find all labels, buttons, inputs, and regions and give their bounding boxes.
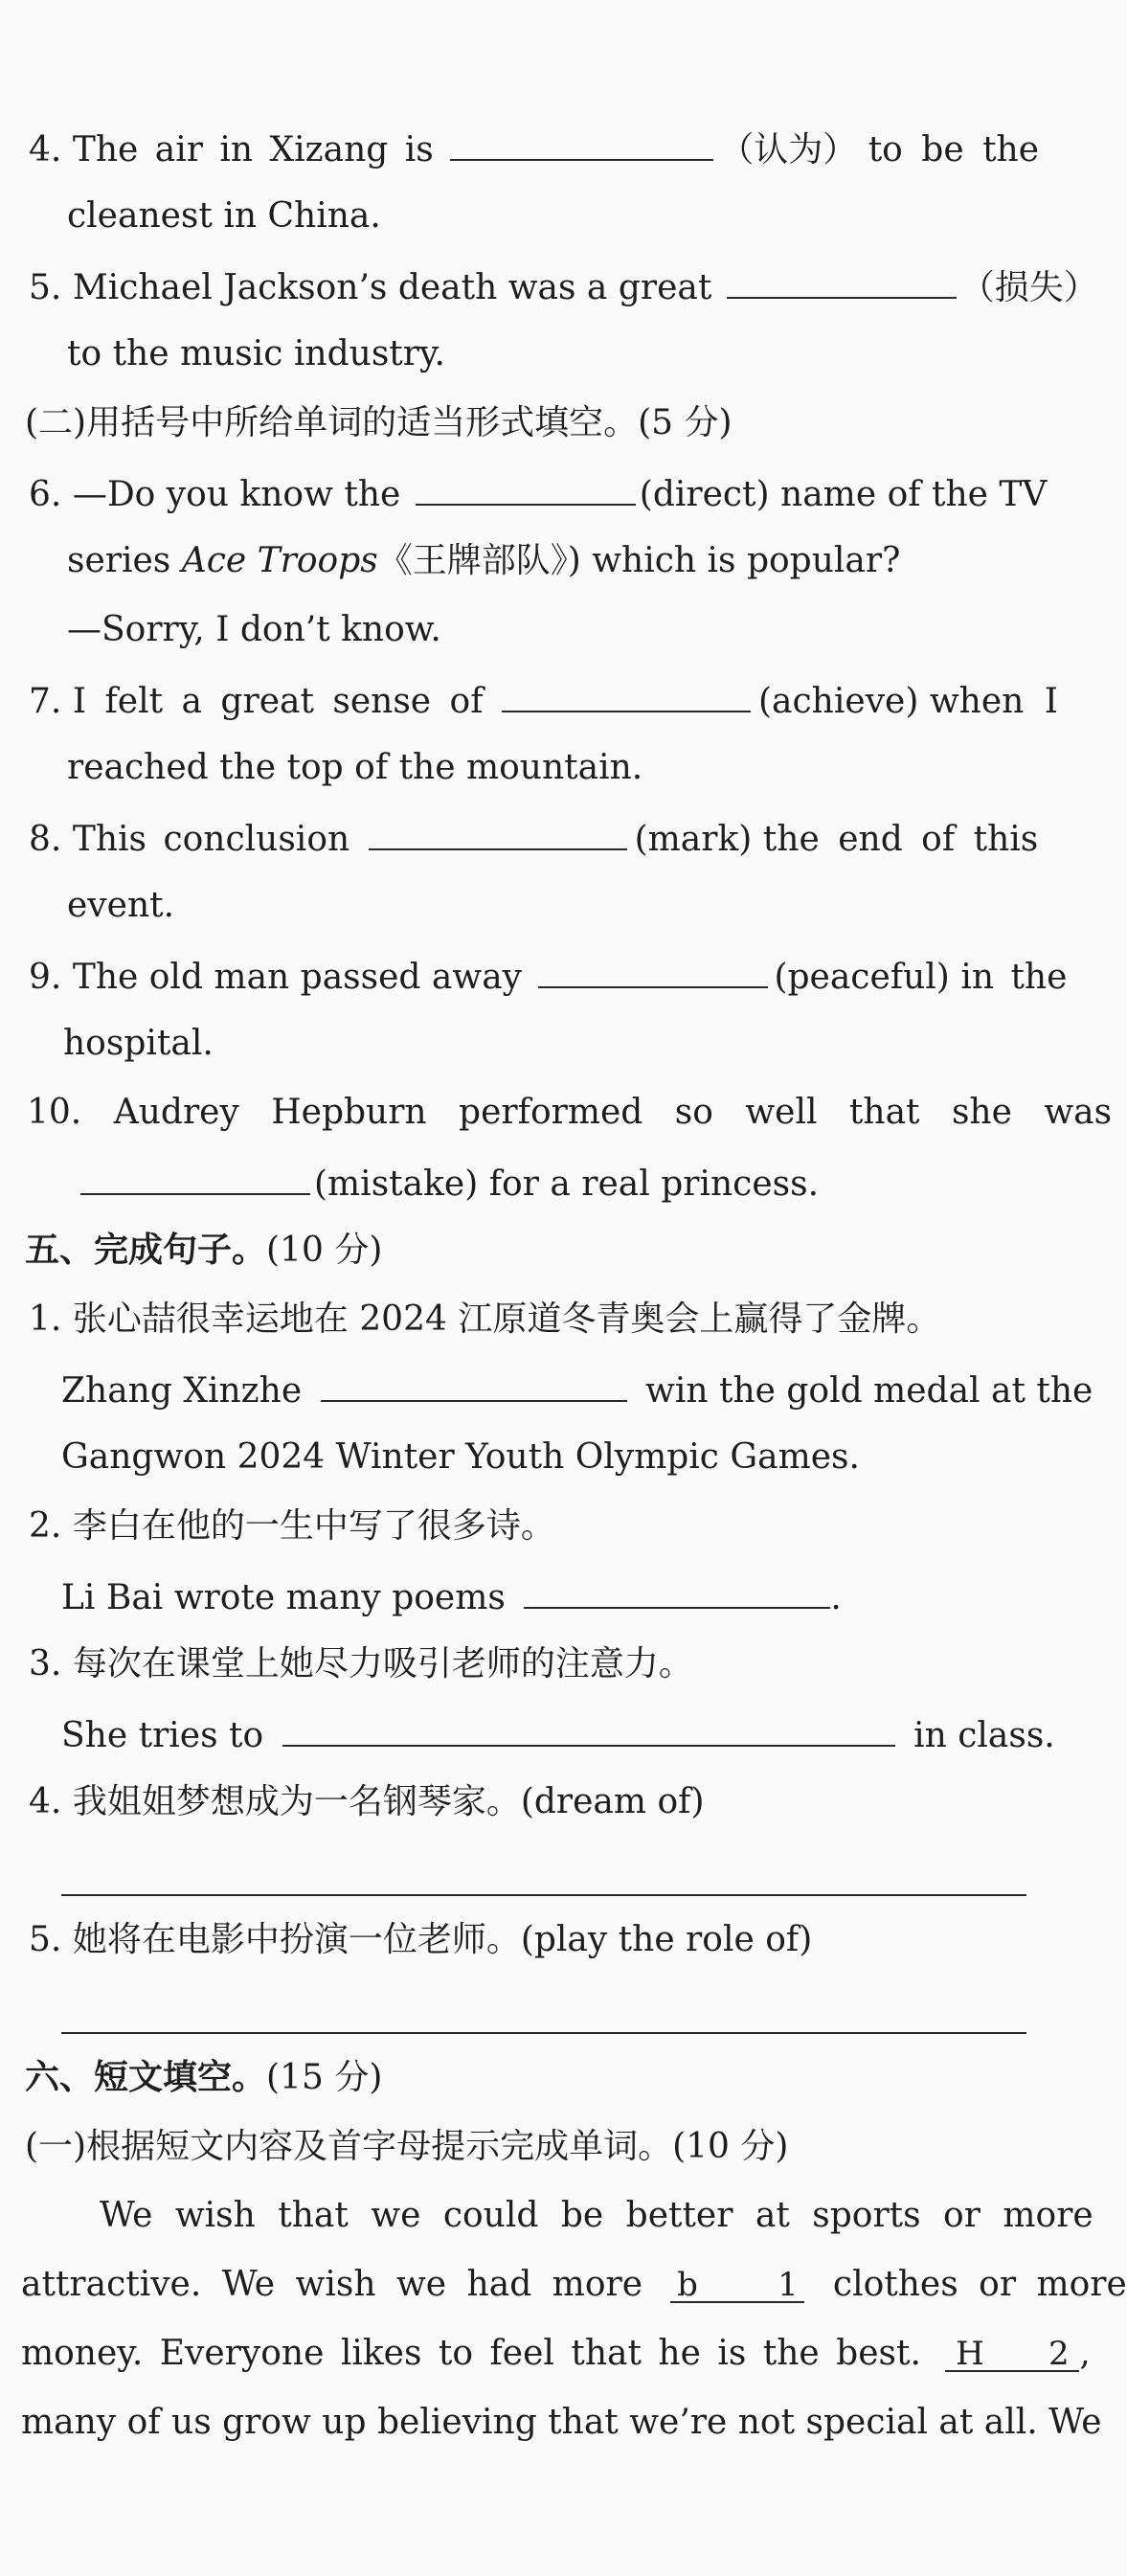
section-2-title: (二)用括号中所给单词的适当形式填空。(5 分)	[25, 403, 733, 442]
q8-number: 8.	[29, 820, 62, 859]
s5-answer-line[interactable]	[61, 2032, 1026, 2034]
s1-en-line2: Gangwon 2024 Winter Youth Olympic Games.	[61, 1437, 860, 1477]
section-6-title	[25, 2057, 382, 2099]
s1-chinese: 张心喆很幸运地在 2024 江原道冬青奥会上赢得了金牌。	[72, 1299, 941, 1339]
q5-blank[interactable]	[727, 264, 957, 299]
s3-chinese: 每次在课堂上她尽力吸引老师的注意力。	[72, 1644, 693, 1683]
passage-blank-2[interactable]: H 2	[945, 2338, 1079, 2372]
section-5-score: (10 分)	[266, 1231, 383, 1270]
q4-number: 4.	[29, 130, 62, 169]
s3-en	[61, 1712, 1055, 1754]
s4-number: 4.	[29, 1782, 62, 1821]
s2-number: 2.	[29, 1506, 62, 1546]
s5-chinese: 她将在电影中扮演一位老师。(play the role of)	[72, 1920, 813, 1959]
s1-blank[interactable]	[321, 1367, 627, 1402]
q6-blank[interactable]	[416, 471, 636, 506]
section-6-1-title: (一)根据短文内容及首字母提示完成单词。(10 分)	[25, 2127, 789, 2166]
q10-blank[interactable]	[80, 1161, 310, 1195]
q6-line1	[29, 471, 1047, 513]
q7-text-b: when I	[929, 682, 1058, 721]
q4-line1	[29, 126, 1040, 169]
s2-blank[interactable]	[524, 1574, 830, 1609]
q9-text-b: in the	[960, 958, 1068, 997]
s4-chinese: 我姐姐梦想成为一名钢琴家。(dream of)	[72, 1782, 705, 1821]
q7-blank[interactable]	[502, 678, 751, 712]
q5-line2: to the music industry.	[67, 334, 445, 373]
q6-text-b: name of the TV	[780, 475, 1048, 514]
q9-line1	[29, 954, 1067, 996]
q10-text-c: for a real princess.	[488, 1164, 820, 1204]
q4-text-a: The air in Xizang is	[72, 130, 434, 169]
s1-en-line1	[61, 1367, 1093, 1410]
q6-title-zh: 《王牌部队》) which is popular?	[377, 541, 901, 580]
s5-zh	[29, 1919, 812, 1961]
passage-text-3a: money. Everyone likes to feel that he is the best.	[21, 2334, 921, 2373]
q6-series: series	[67, 541, 171, 580]
passage-line4: many of us grow up believing that we’re not special at all. We	[21, 2403, 1102, 2442]
q7-line2: reached the top of the mountain.	[67, 748, 643, 787]
section-6-heading: 六、短文填空。	[25, 2058, 267, 2097]
q6-number: 6.	[29, 475, 62, 514]
s3-text-a: She tries to	[61, 1716, 264, 1755]
q10-number: 10.	[27, 1093, 82, 1132]
q9-line2: hospital.	[63, 1024, 214, 1063]
q8-text-b: the end of this	[762, 820, 1039, 859]
q7-hint: (achieve)	[758, 682, 919, 721]
q10-text-a: Audrey Hepburn performed so well that she was	[113, 1093, 1113, 1132]
q4-line2: cleanest in China.	[67, 196, 381, 236]
s3-number: 3.	[29, 1644, 62, 1683]
s1-text-b: win the gold medal at the	[645, 1371, 1093, 1411]
s2-text-a: Li Bai wrote many poems	[61, 1578, 506, 1617]
q5-hint: （损失）	[959, 268, 1098, 307]
q9-hint: (peaceful)	[774, 958, 950, 997]
q8-text-a: This conclusion	[72, 820, 350, 859]
s4-zh	[29, 1781, 705, 1823]
q10-hint: (mistake)	[314, 1164, 479, 1204]
q9-text-a: The old man passed away	[72, 958, 522, 997]
passage-line1: We wish that we could be better at sports or more	[100, 2196, 1093, 2235]
s1-zh	[29, 1299, 940, 1341]
q8-hint: (mark)	[634, 820, 753, 859]
q9-blank[interactable]	[538, 954, 768, 988]
s2-zh	[29, 1505, 555, 1548]
q4-text-b: to be the	[868, 130, 1040, 169]
passage-blank-1[interactable]: b 1	[670, 2269, 804, 2303]
q7-text-a: I felt a great sense of	[72, 682, 484, 721]
q10-line1	[27, 1092, 1112, 1134]
s3-zh	[29, 1643, 693, 1685]
q10-line2	[80, 1161, 819, 1203]
q6-title-italic: Ace Troops	[181, 541, 378, 580]
q6-text-a: —Do you know the	[72, 475, 401, 514]
s4-answer-line[interactable]	[61, 1894, 1026, 1896]
passage-text-2b: clothes or more	[832, 2265, 1127, 2304]
s2-end: .	[830, 1578, 842, 1617]
s5-number: 5.	[29, 1920, 62, 1959]
q4-hint: （认为）	[719, 130, 858, 169]
section-6-score: (15 分)	[266, 2058, 383, 2097]
q7-number: 7.	[29, 682, 62, 721]
q6-line2	[67, 540, 900, 582]
q9-number: 9.	[29, 958, 62, 997]
q8-blank[interactable]	[369, 816, 627, 850]
s2-en	[61, 1574, 842, 1616]
q5-number: 5.	[29, 268, 62, 307]
section-5-title	[25, 1230, 382, 1272]
s2-chinese: 李白在他的一生中写了很多诗。	[72, 1506, 555, 1546]
s1-number: 1.	[29, 1299, 62, 1339]
q7-line1	[29, 678, 1058, 720]
s3-blank[interactable]	[282, 1712, 895, 1747]
q5-line1	[29, 264, 1098, 306]
passage-line3	[21, 2333, 1091, 2375]
q8-line1	[29, 816, 1038, 858]
s1-text-a: Zhang Xinzhe	[61, 1371, 303, 1411]
passage-text-3b: ,	[1079, 2334, 1091, 2373]
section-5-heading: 五、完成句子。	[25, 1231, 267, 1270]
q8-line2: event.	[67, 886, 175, 925]
s3-text-b: in class.	[913, 1716, 1055, 1755]
q4-blank[interactable]	[450, 126, 713, 161]
passage-line2	[21, 2264, 1127, 2306]
passage-text-2a: attractive. We wish we had more	[21, 2265, 643, 2304]
q6-hint: (direct)	[639, 475, 770, 514]
q5-text-a: Michael Jackson’s death was a great	[72, 268, 712, 307]
q6-line3: —Sorry, I don’t know.	[67, 610, 441, 649]
